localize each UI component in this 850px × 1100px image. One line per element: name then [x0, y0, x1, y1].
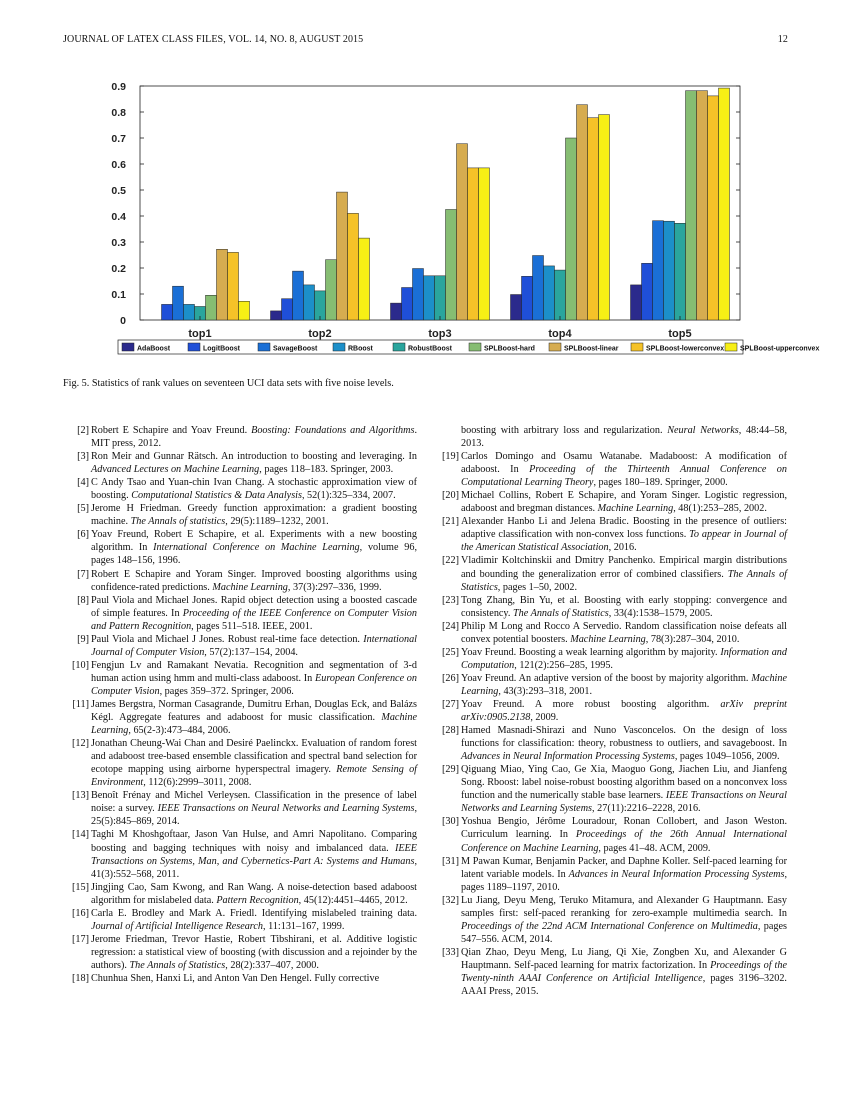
- bar-top4-AdaBoost: [511, 295, 522, 320]
- legend-swatch: [469, 343, 481, 351]
- reference-text: , pages 511–518. IEEE, 2001.: [191, 620, 313, 632]
- bar-top2-SPLBoost-hard: [326, 260, 337, 320]
- reference-venue: Neural Networks: [667, 425, 739, 436]
- bar-top1-SPLBoost-lowerconvex: [228, 252, 239, 320]
- bar-top5-SPLBoost-hard: [686, 91, 697, 320]
- reference-number: [17]: [72, 933, 89, 945]
- reference-text: Tong Zhang, Bin Yu, et al. Boosting with early stopping: convergence and consistency.: [461, 594, 787, 619]
- legend-label: AdaBoost: [137, 345, 171, 353]
- reference-text: , 45(12):4451–4465, 2012.: [298, 894, 408, 906]
- reference-text: , pages 3196–3202. AAAI Press, 2015.: [461, 972, 787, 998]
- reference-entry: [63, 737, 417, 789]
- bar-top5-LogitBoost: [642, 263, 653, 320]
- reference-number: [20]: [442, 490, 459, 502]
- bar-chart: [100, 76, 820, 366]
- reference-venue: Journal of Artificial Intelligence Research: [91, 920, 264, 932]
- bar-top5-SPLBoost-upperconvex: [719, 88, 730, 320]
- x-tick-label: top5: [668, 328, 692, 340]
- reference-number: [31]: [442, 855, 459, 867]
- reference-venue: Machine Learning: [597, 503, 674, 515]
- reference-text: , pages 41–48. ACM, 2009.: [598, 842, 711, 854]
- legend-swatch: [258, 343, 270, 351]
- reference-venue: Machine Learning: [570, 633, 646, 645]
- reference-text: C Andy Tsao and Yuan-chin Ivan Chang. A stochastic approximation view of boosting.: [91, 477, 417, 502]
- reference-text: Benoît Frénay and Michel Verleysen. Classification in the presence of label noise: a survey.: [91, 790, 417, 815]
- reference-number: [30]: [442, 816, 459, 828]
- legend-swatch: [333, 343, 345, 351]
- bar-top5-SPLBoost-lowerconvex: [708, 96, 719, 320]
- reference-text: , pages 359–372. Springer, 2006.: [159, 685, 294, 697]
- reference-text: , 121(2):256–285, 1995.: [514, 659, 613, 671]
- y-tick-label: 0.3: [111, 237, 126, 249]
- reference-text: , 11:131–167, 1999.: [263, 920, 345, 932]
- legend-label: SPLBoost-hard: [484, 345, 535, 353]
- reference-number: [16]: [72, 907, 89, 919]
- reference-entry: [433, 672, 787, 698]
- reference-text: Alexander Hanbo Li and Jelena Bradic. Boosting in the presence of outliers: adaptive classification with non-convex loss functions.: [461, 516, 787, 541]
- reference-text: , 2009.: [530, 712, 559, 724]
- reference-entry: [63, 424, 417, 450]
- y-tick-label: 0.8: [111, 107, 126, 119]
- reference-text: , pages 1189–1197, 2010.: [461, 868, 787, 893]
- reference-number: [29]: [442, 764, 459, 776]
- reference-venue: International Conference on Machine Learning: [153, 542, 360, 554]
- bar-top2-RBoost: [304, 285, 315, 320]
- reference-number: [33]: [442, 946, 459, 958]
- reference-venue: The Annals of Statistics: [129, 959, 226, 971]
- reference-text: M Pawan Kumar, Benjamin Packer, and Daphne Koller. Self-paced learning for latent variable models. In: [461, 855, 787, 880]
- reference-number: [3]: [77, 451, 89, 463]
- reference-number: [15]: [72, 881, 89, 893]
- reference-venue: arXiv preprint arXiv:0905.2138: [461, 698, 787, 724]
- reference-number: [4]: [77, 477, 89, 489]
- reference-number: [19]: [442, 451, 459, 463]
- reference-text: , 57(2):137–154, 2004.: [204, 646, 298, 658]
- bar-top4-RobustBoost: [555, 270, 566, 320]
- reference-number: [32]: [442, 894, 459, 906]
- reference-entry: [433, 724, 787, 763]
- bar-top3-SPLBoost-linear: [457, 144, 468, 320]
- reference-number: [22]: [442, 555, 459, 567]
- reference-number: [24]: [442, 620, 459, 632]
- bar-top4-SPLBoost-lowerconvex: [588, 118, 599, 320]
- reference-text: , pages 547–556. ACM, 2014.: [461, 920, 787, 945]
- reference-venue: Machine Learning: [461, 672, 787, 697]
- reference-entry: [63, 698, 417, 737]
- reference-text: Carlos Domingo and Osamu Watanabe. Madaboost: A modification of adaboost. In: [461, 451, 787, 476]
- reference-venue: Advances in Neural Information Processing Systems: [461, 751, 675, 763]
- bar-top4-SPLBoost-hard: [566, 138, 577, 320]
- reference-text: Qian Zhao, Deyu Meng, Lu Jiang, Qi Xie, Zongben Xu, and Alexander G Hauptmann. Self-paced learning for matrix factorization. In: [461, 946, 787, 971]
- reference-text: Chunhua Shen, Hanxi Li, and Anton Van Den Hengel. Fully corrective: [91, 972, 380, 984]
- legend-label: SPLBoost-upperconvex: [740, 345, 820, 353]
- reference-text: , volume 96, pages 148–156, 1996.: [91, 542, 417, 567]
- reference-entry: [63, 450, 417, 476]
- running-header: [63, 34, 788, 48]
- reference-venue: International Journal of Computer Vision: [91, 633, 417, 658]
- x-tick-label: top1: [188, 328, 212, 340]
- reference-entry: [433, 894, 787, 946]
- reference-text: Yoav Freund, Robert E Schapire, et al. Experiments with a new boosting algorithm. In: [91, 529, 417, 554]
- reference-number: [9]: [77, 633, 89, 645]
- reference-text: James Bergstra, Norman Casagrande, Dumitru Erhan, Douglas Eck, and Balázs Kégl. Aggregate features and adaboost for music classification.: [91, 698, 417, 724]
- y-tick-label: 0.4: [111, 211, 126, 223]
- legend-swatch: [122, 343, 134, 351]
- bar-top5-SavageBoost: [653, 221, 664, 320]
- reference-number: [7]: [77, 568, 89, 580]
- bar-top4-SPLBoost-upperconvex: [599, 115, 610, 320]
- bar-top2-SPLBoost-linear: [337, 192, 348, 320]
- reference-entry: [63, 907, 417, 933]
- bar-top2-SPLBoost-upperconvex: [359, 238, 370, 320]
- reference-entry: [63, 502, 417, 528]
- figure-5-chart: [100, 76, 820, 366]
- legend-label: SPLBoost-lowerconvex: [646, 345, 725, 353]
- reference-text: Lu Jiang, Deyu Meng, Teruko Mitamura, and Alexander G Hauptmann. Easy samples first: self-paced reranking for zero-example multimedia search. In: [461, 894, 787, 919]
- reference-text: Jingjing Cao, Sam Kwong, and Ran Wang. A noise-detection based adaboost algorithm for mislabeled data.: [91, 881, 417, 906]
- reference-text: Yoav Freund. Boosting a weak learning algorithm by majority.: [461, 646, 721, 658]
- reference-number: [2]: [77, 425, 89, 436]
- reference-entry: [433, 450, 787, 489]
- reference-number: [12]: [72, 738, 89, 750]
- bar-top5-AdaBoost: [631, 285, 642, 320]
- reference-entry: [63, 933, 417, 972]
- bar-top1-SPLBoost-linear: [217, 249, 228, 320]
- reference-entry: [433, 515, 787, 554]
- reference-text: Hamed Masnadi-Shirazi and Nuno Vasconcelos. On the design of loss functions for classification: theory, robustness to outliers, and savageboost. In: [461, 725, 787, 750]
- bar-top2-LogitBoost: [282, 299, 293, 320]
- legend-label: SavageBoost: [273, 345, 318, 353]
- reference-text: , 29(5):1189–1232, 2001.: [225, 516, 329, 528]
- bar-top4-SPLBoost-linear: [577, 105, 588, 320]
- reference-entry: [433, 554, 787, 593]
- figure-caption: Fig. 5. Statistics of rank values on seventeen UCI data sets with five noise levels.: [63, 378, 394, 389]
- reference-text: Paul Viola and Michael J Jones. Robust real-time face detection.: [91, 633, 364, 645]
- reference-text: Yoshua Bengio, Jérôme Louradour, Ronan Collobert, and Jason Weston. Curriculum learning. In: [461, 816, 787, 841]
- reference-venue: IEEE Transactions on Neural Networks and Learning Systems: [157, 803, 415, 815]
- legend-label: SPLBoost-linear: [564, 345, 619, 353]
- reference-entry: [433, 489, 787, 515]
- reference-text: , 25(5):845–869, 2014.: [91, 803, 417, 828]
- reference-number: [25]: [442, 646, 459, 658]
- legend-label: RBoost: [348, 345, 373, 353]
- reference-text: , pages 118–183. Springer, 2003.: [259, 464, 394, 476]
- x-tick-label: top3: [428, 328, 452, 340]
- bar-top3-SPLBoost-lowerconvex: [468, 168, 479, 320]
- reference-venue: IEEE Transactions on Systems, Man, and Cybernetics-Part A: Systems and Humans: [91, 842, 417, 867]
- reference-text: Ron Meir and Gunnar Rätsch. An introduction to boosting and leveraging. In: [91, 451, 417, 463]
- bar-top4-SavageBoost: [533, 256, 544, 320]
- reference-entry: [433, 855, 787, 894]
- bar-top1-SavageBoost: [173, 286, 184, 320]
- reference-number: [26]: [442, 672, 459, 684]
- reference-number: [8]: [77, 594, 89, 606]
- reference-entry: [63, 659, 417, 698]
- reference-venue: Boosting: Foundations and Algorithms: [251, 425, 415, 436]
- reference-entry: [63, 828, 417, 880]
- reference-venue: Computational Statistics & Data Analysis: [131, 490, 302, 502]
- reference-venue: Proceeding of the Thirteenth Annual Conference on Computational Learning Theory: [461, 464, 787, 489]
- bar-top3-LogitBoost: [402, 288, 413, 321]
- reference-entry: [63, 594, 417, 633]
- reference-number: [13]: [72, 790, 89, 802]
- reference-entry: [63, 568, 417, 594]
- reference-text: Robert E Schapire and Yoav Freund.: [91, 425, 252, 436]
- reference-text: Carla E. Brodley and Mark A. Friedl. Identifying mislabeled training data.: [91, 907, 417, 919]
- reference-text: , 48:44–58, 2013.: [461, 425, 787, 450]
- bar-top4-LogitBoost: [522, 276, 533, 320]
- reference-number: [5]: [77, 503, 89, 515]
- reference-text: , pages 1049–1056, 2009.: [674, 751, 780, 763]
- reference-text: , 2016.: [608, 542, 637, 554]
- reference-venue: Machine Learning: [91, 712, 417, 737]
- reference-entry: [433, 698, 787, 724]
- legend-swatch: [188, 343, 200, 351]
- bar-top2-RobustBoost: [315, 291, 326, 320]
- y-tick-label: 0: [120, 315, 126, 327]
- bar-top3-SavageBoost: [413, 269, 424, 320]
- reference-entry: [433, 620, 787, 646]
- reference-text: , 43(3):293–318, 2001.: [498, 685, 593, 697]
- bar-top2-SavageBoost: [293, 271, 304, 320]
- reference-number: [21]: [442, 516, 459, 528]
- reference-venue: Proceedings of the 26th Annual International Conference on Machine Learning: [461, 829, 787, 854]
- reference-venue: Machine Learning: [212, 581, 288, 593]
- reference-text: , pages 180–189. Springer, 2000.: [593, 477, 728, 489]
- reference-number: [18]: [72, 972, 89, 984]
- reference-venue: To appear in Journal of the American Statistical Association: [461, 529, 787, 554]
- reference-text: Yoav Freund. A more robust boosting algorithm.: [461, 698, 721, 710]
- reference-entry: [433, 946, 787, 998]
- reference-number: [23]: [442, 594, 459, 606]
- reference-number: [11]: [72, 698, 89, 710]
- reference-text: . MIT press, 2012.: [91, 425, 417, 450]
- legend-swatch: [393, 343, 405, 351]
- bar-top3-AdaBoost: [391, 303, 402, 320]
- reference-number: [6]: [77, 529, 89, 541]
- reference-text: , 48(1):253–285, 2002.: [673, 503, 767, 515]
- reference-entry: [433, 646, 787, 672]
- reference-entry: [63, 528, 417, 567]
- reference-number: [10]: [72, 659, 89, 671]
- reference-venue: Information and Computation: [461, 646, 787, 671]
- page-number: 12: [777, 34, 788, 45]
- bar-top1-RBoost: [184, 304, 195, 320]
- bar-top1-SPLBoost-hard: [206, 295, 217, 320]
- reference-text: , 33(4):1538–1579, 2005.: [608, 607, 713, 619]
- reference-entry: [63, 476, 417, 502]
- bar-top5-RobustBoost: [675, 223, 686, 320]
- reference-text: Jerome Friedman, Trevor Hastie, Robert Tibshirani, et al. Additive logistic regression: a statistical view of boosting (with discussion and a rejoinder by the authors).: [91, 933, 417, 971]
- y-tick-label: 0.2: [111, 263, 126, 275]
- reference-venue: Proceedings of the 22nd ACM International Conference on Multimedia: [461, 920, 758, 932]
- bar-top3-RBoost: [424, 276, 435, 320]
- reference-text: Qiguang Miao, Ying Cao, Ge Xia, Maoguo Gong, Jiachen Liu, and Jianfeng Song. Rboost: label noise-robust boosting algorithm based on a nonconvex loss function and the numerically stable base learners.: [461, 764, 787, 802]
- reference-text: Fengjun Lv and Ramakant Nevatia. Recognition and segmentation of 3-d human action using hmm and multi-class adaboost. In: [91, 659, 417, 684]
- reference-venue: The Annals of Statistics: [512, 607, 609, 619]
- reference-text: , 41(3):552–568, 2011.: [91, 855, 417, 880]
- reference-text: Michael Collins, Robert E Schapire, and Yoram Singer. Logistic regression, adaboost and bregman distances.: [461, 490, 787, 515]
- reference-text: , 27(11):2216–2228, 2016.: [592, 803, 701, 815]
- reference-text: Paul Viola and Michael Jones. Rapid object detection using a boosted cascade of simple features. In: [91, 594, 417, 619]
- bar-top3-SPLBoost-upperconvex: [479, 168, 490, 320]
- legend-swatch: [549, 343, 561, 351]
- reference-text: , pages 1–50, 2002.: [497, 581, 578, 593]
- x-tick-label: top4: [548, 328, 572, 340]
- legend-label: LogitBoost: [203, 345, 240, 353]
- references-column-right: [433, 424, 787, 998]
- reference-text: , 52(1):325–334, 2007.: [301, 490, 396, 502]
- y-tick-label: 0.9: [111, 81, 126, 93]
- reference-entry: [63, 789, 417, 828]
- reference-venue: The Annals of Statistics: [461, 568, 787, 593]
- reference-number: [28]: [442, 725, 459, 737]
- reference-entry: [63, 633, 417, 659]
- bar-top1-SPLBoost-upperconvex: [239, 301, 250, 320]
- reference-text: Jonathan Cheung-Wai Chan and Desiré Paelinckx. Evaluation of random forest and adaboost tree-based ensemble classification and spectral band selection for ecotope mapping using airborne hyperspectral imagery.: [91, 738, 417, 776]
- bar-top3-SPLBoost-hard: [446, 210, 457, 321]
- reference-venue: European Conference on Computer Vision: [91, 672, 417, 697]
- x-tick-label: top2: [308, 328, 332, 340]
- reference-venue: Proceedings of the Twenty-ninth AAAI Conference on Artificial Intelligence: [461, 959, 787, 984]
- bar-top2-SPLBoost-lowerconvex: [348, 213, 359, 320]
- y-tick-label: 0.1: [111, 289, 126, 301]
- reference-entry: [433, 594, 787, 620]
- reference-text: , 78(3):287–304, 2010.: [645, 633, 740, 645]
- journal-title: JOURNAL OF LATEX CLASS FILES, VOL. 14, NO. 8, AUGUST 2015: [63, 34, 364, 45]
- reference-text: Taghi M Khoshgoftaar, Jason Van Hulse, and Amri Napolitano. Comparing boosting and bagging techniques with noisy and imbalanced data.: [91, 829, 417, 854]
- reference-text: boosting with arbitrary loss and regularization.: [461, 425, 668, 436]
- reference-text: Jerome H Friedman. Greedy function approximation: a gradient boosting machine.: [91, 503, 417, 528]
- legend-swatch: [631, 343, 643, 351]
- bar-top3-RobustBoost: [435, 276, 446, 320]
- bar-top4-RBoost: [544, 266, 555, 320]
- reference-venue: Pattern Recognition: [216, 894, 299, 906]
- reference-number: [27]: [442, 698, 459, 710]
- reference-text: Vladimir Koltchinskii and Dmitry Panchenko. Empirical margin distributions and bounding the generalization error of combined classifiers.: [461, 555, 787, 580]
- bar-top1-LogitBoost: [162, 304, 173, 320]
- reference-venue: The Annals of statistics: [130, 516, 226, 528]
- reference-entry: [63, 881, 417, 907]
- references-column-left: [63, 424, 417, 985]
- bar-top2-AdaBoost: [271, 311, 282, 320]
- y-tick-label: 0.5: [111, 185, 126, 197]
- reference-entry: [433, 424, 787, 450]
- reference-text: Philip M Long and Rocco A Servedio. Random classification noise defeats all convex potential boosters.: [461, 620, 787, 645]
- y-tick-label: 0.7: [111, 133, 126, 145]
- reference-venue: Advanced Lectures on Machine Learning: [91, 464, 260, 476]
- reference-entry: [433, 815, 787, 854]
- reference-text: , 65(2-3):473–484, 2006.: [128, 725, 231, 737]
- legend-swatch: [725, 343, 737, 351]
- reference-text: , 37(3):297–336, 1999.: [287, 581, 382, 593]
- reference-entry: [433, 763, 787, 815]
- reference-entry: [63, 972, 417, 985]
- reference-number: [14]: [72, 829, 89, 841]
- reference-venue: Remote Sensing of Environment: [91, 764, 417, 789]
- reference-venue: Advances in Neural Information Processing Systems: [568, 868, 785, 880]
- y-tick-label: 0.6: [111, 159, 126, 171]
- reference-venue: IEEE Transactions on Neural Networks and Learning Systems: [461, 790, 787, 815]
- reference-text: Yoav Freund. An adaptive version of the boost by majority algorithm.: [461, 672, 752, 684]
- reference-text: , 112(6):2999–3011, 2008.: [143, 777, 252, 789]
- bar-top5-RBoost: [664, 221, 675, 320]
- reference-venue: Proceeding of the IEEE Conference on Computer Vision and Pattern Recognition: [91, 607, 417, 632]
- bar-top5-SPLBoost-linear: [697, 91, 708, 320]
- reference-text: Robert E Schapire and Yoram Singer. Improved boosting algorithms using confidence-rated predictions.: [91, 568, 417, 593]
- reference-text: , 28(2):337–407, 2000.: [225, 959, 319, 971]
- legend-label: RobustBoost: [408, 345, 452, 353]
